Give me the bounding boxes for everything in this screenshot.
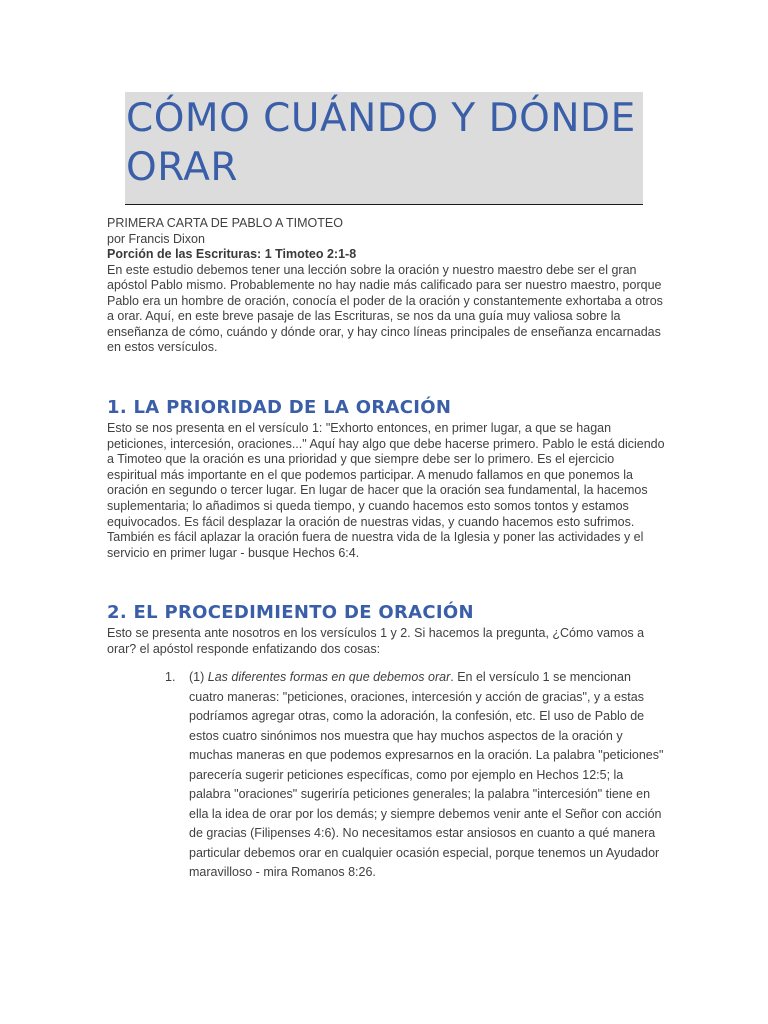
section-paragraph-procedure: Esto se presenta ante nosotros en los versículos 1 y 2. Si hacemos la pregunta, ¿Cómo vamos a orar? el apóstol responde enfatizando dos cosas:: [107, 626, 645, 656]
letter-title: PRIMERA CARTA DE PABLO A TIMOTEO: [107, 216, 343, 230]
scripture-portion: Porción de las Escrituras: 1 Timoteo 2:1-8: [107, 247, 357, 261]
section-heading-priority: 1. LA PRIORIDAD DE LA ORACIÓN: [107, 397, 452, 418]
list-item-body: . En el versículo 1 se mencionan cuatro maneras: "peticiones, oraciones, intercesión y acción de gracias", y a estas podríamos agregar otras, como la adoración, la confesión, etc. El uso de Pablo de estos cuatro sinónimos nos muestra que hay muchos aspectos de la oración y muchas maneras en que podemos expresarnos en la oración. La palabra "peticiones" parecería sugerir peticiones específicas, como por ejemplo en Hechos 12:5; la palabra "oraciones" sugeriría peticiones generales; la palabra "intercesión" tiene en ella la idea de orar por los demás; y siempre debemos venir ante el Señor con acción de gracias (Filipenses 4:6). No necesitamos estar ansiosos en cuanto a qué manera particular debemos orar en cualquier ocasión especial, porque tenemos un Ayudador maravilloso - mira Romanos 8:26.: [189, 670, 664, 879]
list-item-text: [189, 668, 665, 883]
title-box: [125, 92, 643, 205]
section-paragraph-priority: Esto se nos presenta en el versículo 1: "Exhorto entonces, en primer lugar, a que se hagan peticiones, intercesión, oraciones..." Aquí hay algo que debe hacerse primero. Pablo le está diciendo a Timoteo que la oración es una prioridad y que siempre debe ser lo primero. Es el ejercicio espiritual más importante en el que podemos participar. A menudo fallamos en que ponemos la oración en segundo o tercer lugar. En lugar de hacer que la oración sea fundamental, la hacemos suplementaria; lo añadimos si queda tiempo, y cuando hacemos esto somos tontos y estamos equivocados. Es fácil desplazar la oración de nuestras vidas, y cuando hacemos esto sufrimos. También es fácil aplazar la oración fuera de nuestra vida de la Iglesia y poner las actividades y el servicio en primer lugar - busque Hechos 6:4.: [107, 421, 665, 560]
document-title: CÓMO CUÁNDO Y DÓNDE ORAR: [126, 96, 636, 190]
list-item-prefix: (1): [189, 670, 208, 684]
intro-paragraph: En este estudio debemos tener una lección sobre la oración y nuestro maestro debe ser el gran apóstol Pablo mismo. Probablemente no hay nadie más calificado para ser nuestro maestro, porque Pablo era un hombre de oración, conocía el poder de la oración y constantemente exhortaba a otros a orar. Aquí, en este breve pasaje de las Escrituras, se nos da una guía muy valiosa sobre la enseñanza de cómo, cuándo y dónde orar, y hay cinco líneas principales de enseñanza encarnadas en estos versículos.: [107, 262, 663, 354]
intro-block: [107, 216, 667, 356]
list-item-emphasis: Las diferentes formas en que debemos orar: [207, 670, 451, 684]
list-item-number: 1.: [165, 670, 176, 684]
list-item: [165, 668, 665, 883]
author-line: por Francis Dixon: [107, 231, 205, 246]
section-heading-procedure: 2. EL PROCEDIMIENTO DE ORACIÓN: [107, 602, 474, 623]
numbered-list: [165, 668, 665, 883]
